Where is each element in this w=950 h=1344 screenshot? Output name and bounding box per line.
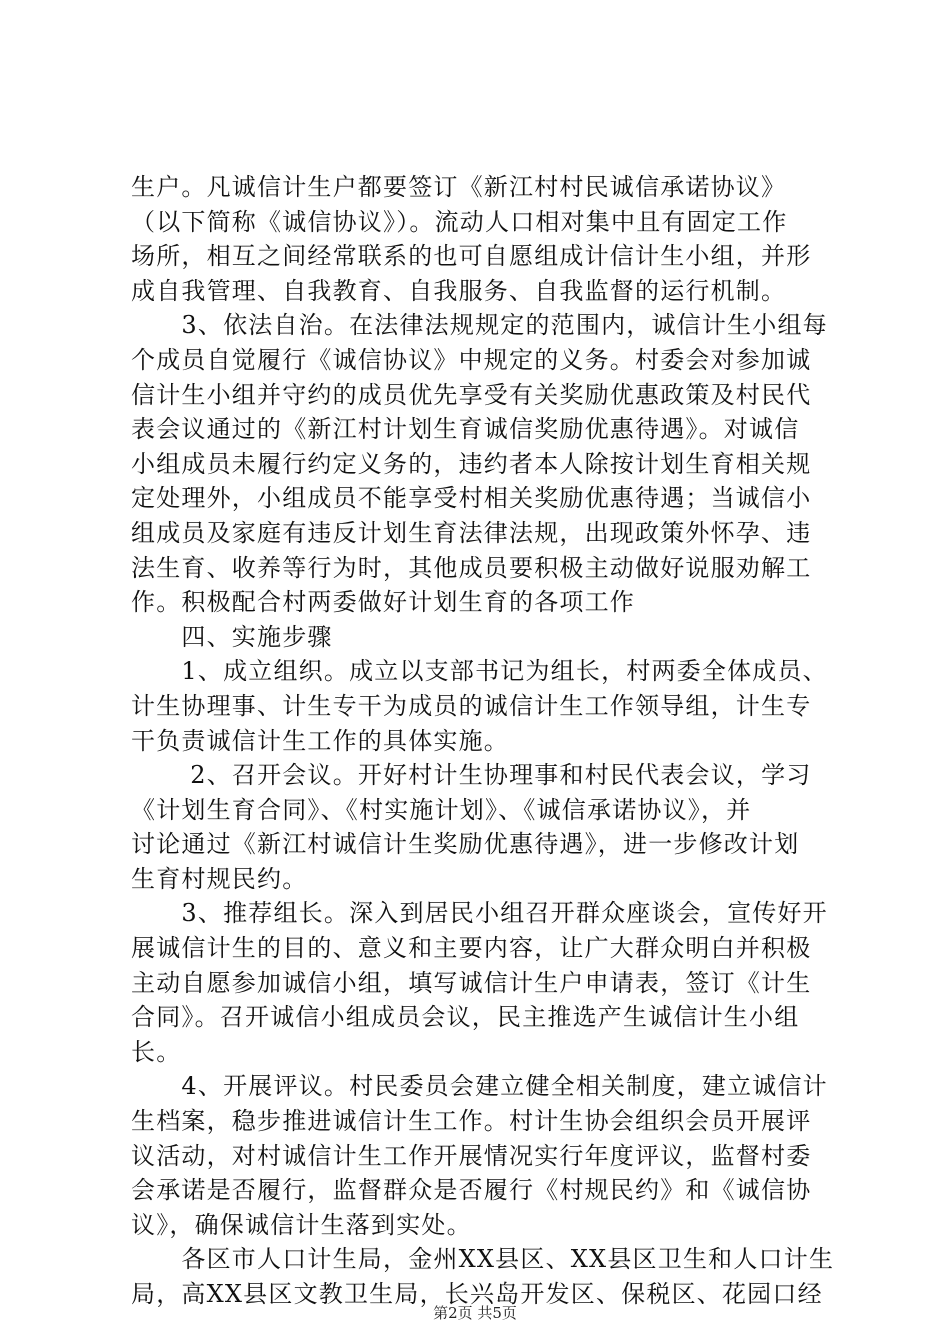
text-line: 个成员自觉履行《诚信协议》中规定的义务。村委会对参加诚 bbox=[131, 345, 812, 374]
text-line: 4、开展评议。村民委员会建立健全相关制度，建立诚信计 bbox=[131, 1072, 828, 1101]
text-line: 3、依法自治。在法律法规规定的范围内，诚信计生小组每 bbox=[131, 311, 828, 340]
text-line: 各区市人口计生局，金州XX县区、XX县区卫生和人口计生 bbox=[131, 1245, 835, 1274]
text-line: 法生育、收养等行为时，其他成员要积极主动做好说服劝解工 bbox=[131, 553, 812, 582]
text-line: 会承诺是否履行，监督群众是否履行《村规民约》和《诚信协 bbox=[131, 1176, 812, 1205]
text-line: 表会议通过的《新江村计划生育诚信奖励优惠待遇》。对诚信 bbox=[131, 415, 800, 444]
text-line: 小组成员未履行约定义务的，违约者本人除按计划生育相关规 bbox=[131, 449, 812, 478]
text-line: 议》，确保诚信计生落到实处。 bbox=[131, 1210, 472, 1239]
text-line: 合同》。召开诚信小组成员会议，民主推选产生诚信计生小组 bbox=[131, 1003, 800, 1032]
text-line: 主动自愿参加诚信小组，填写诚信计生户申请表，签订《计生 bbox=[131, 968, 812, 997]
text-line: 作。积极配合村两委做好计划生育的各项工作 bbox=[131, 588, 635, 617]
text-line: 《计划生育合同》、《村实施计划》、《诚信承诺协议》，并 bbox=[131, 795, 752, 824]
text-line: 计生协理事、计生专干为成员的诚信计生工作领导组，计生专 bbox=[131, 691, 812, 720]
text-line: 局，高XX县区文教卫生局，长兴岛开发区、保税区、花园口经 bbox=[131, 1280, 823, 1308]
text-line: 定处理外，小组成员不能享受村相关奖励优惠待遇；当诚信小 bbox=[131, 484, 812, 513]
text-line: 1、成立组织。成立以支部书记为组长，村两委全体成员、 bbox=[131, 657, 828, 686]
text-line: 长。 bbox=[131, 1037, 182, 1066]
text-line: 场所，相互之间经常联系的也可自愿组成计信计生小组，并形 bbox=[131, 242, 812, 271]
text-line: 生档案，稳步推进诚信计生工作。村计生协会组织会员开展评 bbox=[131, 1107, 812, 1136]
text-line: 议活动，对村诚信计生工作开展情况实行年度评议，监督村委 bbox=[131, 1141, 812, 1170]
section-heading: 四、实施步骤 bbox=[131, 622, 333, 651]
text-line: 2、召开会议。开好村计生协理事和村民代表会议，学习 bbox=[131, 761, 812, 790]
text-line: 生户。凡诚信计生户都要签订《新江村村民诚信承诺协议》 bbox=[131, 173, 787, 201]
text-line: 成自我管理、自我教育、自我服务、自我监督的运行机制。 bbox=[131, 276, 787, 305]
page-number-footer: 第2页 共5页 bbox=[433, 1304, 517, 1322]
body-text bbox=[131, 170, 835, 1312]
text-line: 干负责诚信计生工作的具体实施。 bbox=[131, 726, 509, 755]
text-line: 组成员及家庭有违反计划生育法律法规，出现政策外怀孕、违 bbox=[131, 518, 812, 547]
text-line: 3、推荐组长。深入到居民小组召开群众座谈会，宣传好开 bbox=[131, 899, 828, 928]
text-line: 展诚信计生的目的、意义和主要内容，让广大群众明白并积极 bbox=[131, 934, 812, 963]
text-line: （以下简称《诚信协议》）。流动人口相对集中且有固定工作 bbox=[131, 207, 788, 236]
text-line: 信计生小组并守约的成员优先享受有关奖励优惠政策及村民代 bbox=[131, 380, 812, 409]
text-line: 生育村规民约。 bbox=[131, 864, 308, 893]
text-line: 讨论通过《新江村诚信计生奖励优惠待遇》，进一步修改计划 bbox=[131, 830, 800, 859]
